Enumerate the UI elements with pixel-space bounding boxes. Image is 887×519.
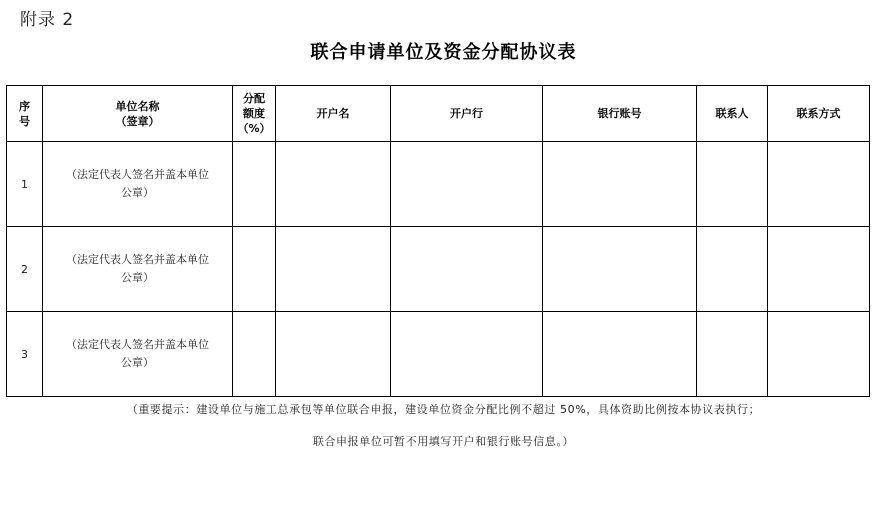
header-contact-method: 联系方式 [768, 86, 870, 142]
row-contact-method-cell[interactable] [768, 312, 870, 397]
important-note: （重要提示：建设单位与施工总承包等单位联合申报，建设单位资金分配比例不超过 50%，具体资助比例按本协议表执行； [126, 403, 761, 416]
row-account-number-cell[interactable] [543, 227, 697, 312]
row-bank-cell[interactable] [391, 227, 543, 312]
row-unit-signature[interactable]: （法定代表人签名并盖本单位 公章） [43, 312, 233, 397]
row-account-name-cell[interactable] [276, 142, 391, 227]
row-unit-signature[interactable]: （法定代表人签名并盖本单位 公章） [43, 227, 233, 312]
table-header-row [7, 86, 870, 142]
row-contact-cell[interactable] [697, 142, 768, 227]
row-contact-cell[interactable] [697, 312, 768, 397]
row-account-number-cell[interactable] [543, 312, 697, 397]
header-allocation-ratio: 分配 额度 （%） [233, 86, 276, 142]
row-bank-cell[interactable] [391, 312, 543, 397]
table-row [7, 312, 870, 397]
row-contact-method-cell[interactable] [768, 227, 870, 312]
row-account-name-cell[interactable] [276, 312, 391, 397]
table-row [7, 142, 870, 227]
table-row [7, 227, 870, 312]
row-ratio-cell[interactable] [233, 142, 276, 227]
row-account-number-cell[interactable] [543, 142, 697, 227]
row-ratio-cell[interactable] [233, 227, 276, 312]
header-account-name: 开户名 [276, 86, 391, 142]
row-ratio-cell[interactable] [233, 312, 276, 397]
row-seq: 2 [7, 227, 43, 312]
header-account-number: 银行账号 [543, 86, 697, 142]
header-contact: 联系人 [697, 86, 768, 142]
row-seq: 1 [7, 142, 43, 227]
row-contact-cell[interactable] [697, 227, 768, 312]
page-title: 联合申请单位及资金分配协议表 [310, 42, 577, 63]
important-note-continued: 联合申报单位可暂不用填写开户和银行账号信息。） [312, 435, 575, 448]
row-seq: 3 [7, 312, 43, 397]
allocation-table [6, 85, 870, 397]
row-contact-method-cell[interactable] [768, 142, 870, 227]
row-bank-cell[interactable] [391, 142, 543, 227]
appendix-label: 附录 2 [20, 10, 75, 30]
header-seq: 序 号 [7, 86, 43, 142]
header-bank: 开户行 [391, 86, 543, 142]
header-unit-name: 单位名称 （签章） [43, 86, 233, 142]
row-account-name-cell[interactable] [276, 227, 391, 312]
row-unit-signature[interactable]: （法定代表人签名并盖本单位 公章） [43, 142, 233, 227]
